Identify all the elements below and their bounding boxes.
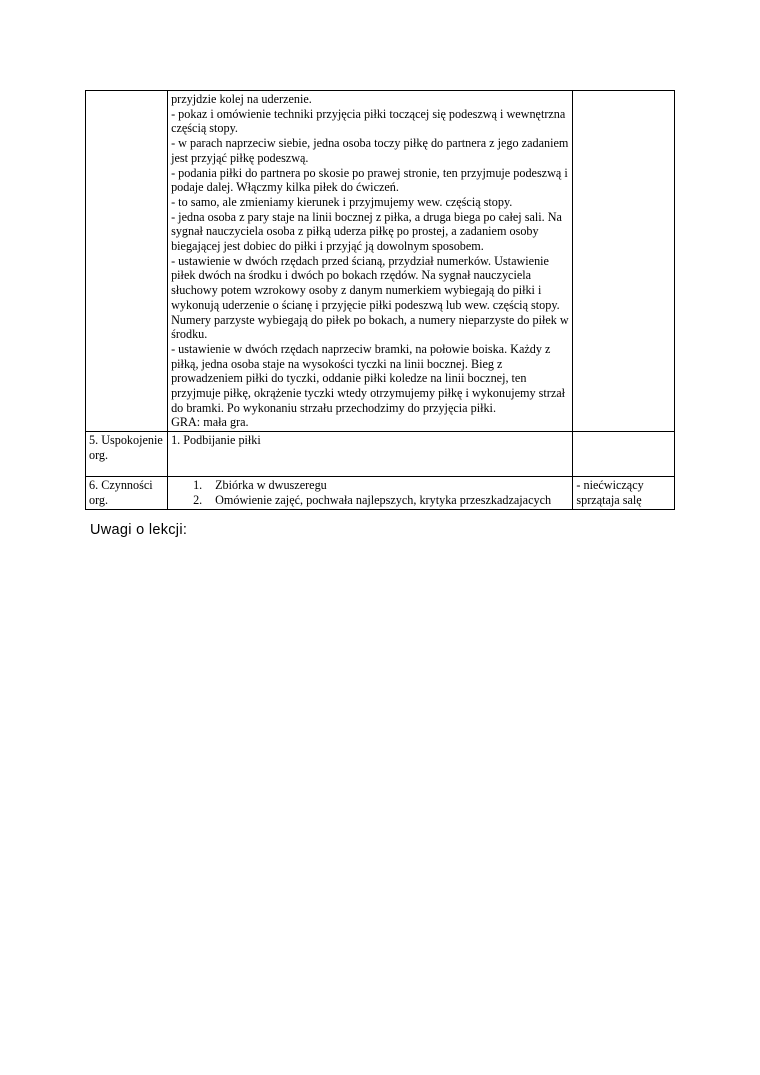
content-line: GRA: mała gra. xyxy=(171,415,249,430)
content-line: przyjdzie kolej na uderzenie. xyxy=(171,92,312,106)
content-line: - w parach naprzeciw siebie, jedna osoba toczy piłkę do partnera z jego zadaniem jest przyjąć piłkę podeszwą. xyxy=(171,136,569,165)
organizational-list xyxy=(171,478,569,507)
content-line: - ustawienie w dwóch rzędach naprzeciw bramki, na połowie boiska. Każdy z piłką, jedna osoba staje na wysokości tyczki na linii bocznej. Bieg z prowadzeniem piłki do tyczki, oddanie piłki koledze na linii bocznej, ten przyjmuje piłkę, okrążenie tyczki wtedy otrzymujemy piłkę i wykonujemy strzał do bramki. Po wykonaniu strzału przechodzimy do przyjęcia piłki. xyxy=(171,341,566,415)
notes-cell: - niećwiczący sprzątaja salę xyxy=(573,477,675,509)
content-line: - pokaz i omówienie techniki przyjęcia piłki toczącej się podeszwą i wewnętrzna częścią stopy. xyxy=(171,106,566,136)
content-cell: 1. Podbijanie piłki xyxy=(168,432,573,477)
content-line: - jedna osoba z pary staje na linii bocznej z piłka, a druga biega po całej sali. Na sygnał nauczyciela osoba z piłką uderza piłkę po prostej, a zadaniem osoby biegającej jest dobiec do piłki i przyjąć ją dowolnym sposobem. xyxy=(171,209,562,254)
lesson-plan-table xyxy=(85,90,675,510)
notes-cell xyxy=(573,91,675,432)
table-row-organizational xyxy=(86,477,675,509)
lesson-remarks-label: Uwagi o lekcji: xyxy=(90,522,188,538)
stage-cell: 6. Czynności org. xyxy=(86,477,168,509)
list-item: Omówienie zajęć, pochwała najlepszych, krytyka przeszkadzajacych xyxy=(215,492,552,507)
stage-cell xyxy=(86,91,168,432)
content-line: - podania piłki do partnera po skosie po prawej stronie, ten przyjmuje podeszwą i podaje dalej. Włączmy kilka piłek do ćwiczeń. xyxy=(171,165,568,195)
table-row-exercises xyxy=(86,91,675,432)
content-line: - to samo, ale zmieniamy kierunek i przyjmujemy wew. częścią stopy. xyxy=(171,194,513,209)
notes-cell xyxy=(573,432,675,477)
content-cell xyxy=(168,477,573,509)
list-item: Zbiórka w dwuszeregu xyxy=(215,478,327,493)
stage-cell: 5. Uspokojenie org. xyxy=(86,432,168,477)
content-line: - ustawienie w dwóch rzędach przed ścianą, przydział numerków. Ustawienie piłek dwóch na środku i dwóch po bokach rzędów. Na sygnał nauczyciela słuchowy potem wzrokowy osoby z danym numerkiem wybiegają do piłki i wykonują uderzenie o ścianę i przyjęcie piłki podeszwą lub wew. częścią stopy. Numery parzyste wybiegają do piłek po bokach, a numery nieparzyste do piłek w środku. xyxy=(171,253,569,342)
content-cell xyxy=(168,91,573,432)
table-row-calm-down xyxy=(86,432,675,477)
